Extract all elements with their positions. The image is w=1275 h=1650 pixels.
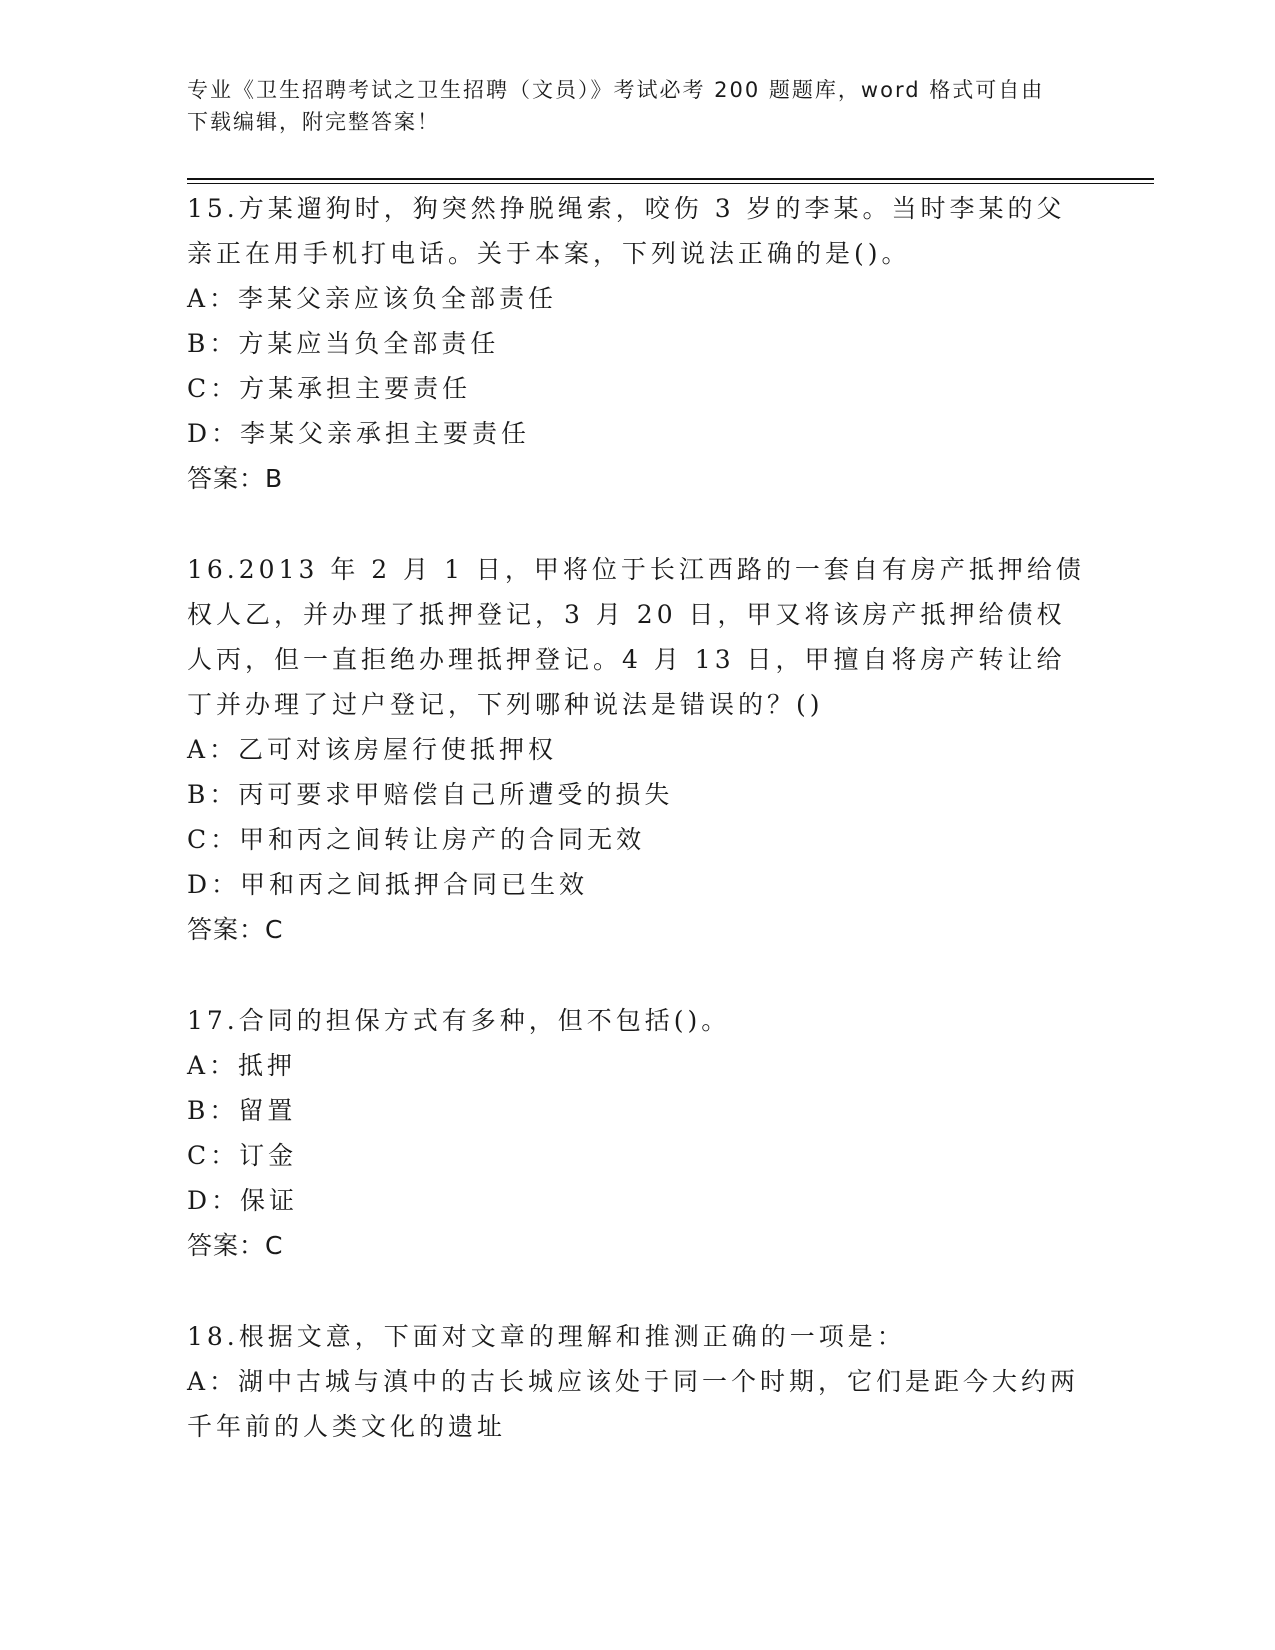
- option-b: B：留置: [187, 1096, 297, 1125]
- option-c: C：订金: [187, 1141, 298, 1170]
- question-18: [187, 1314, 1087, 1449]
- answer: 答案：C: [187, 915, 284, 944]
- question-stem: 15.方某遛狗时，狗突然挣脱绳索，咬伤 3 岁的李某。当时李某的父亲正在用手机打电话。关于本案，下列说法正确的是()。: [187, 194, 1066, 268]
- question-15: [187, 186, 1087, 501]
- option-b: B：丙可要求甲赔偿自己所遭受的损失: [187, 780, 674, 809]
- answer: 答案：B: [187, 464, 284, 493]
- answer: 答案：C: [187, 1231, 284, 1260]
- option-c: C：方某承担主要责任: [187, 374, 472, 403]
- question-stem: 16.2013 年 2 月 1 日，甲将位于长江西路的一套自有房产抵押给债权人乙，并办理了抵押登记，3 月 20 日，甲又将该房产抵押给债权人丙，但一直拒绝办理抵押登记。4 月 13 日，甲擅自将房产转让给丁并办理了过户登记，下列哪种说法是错误的？(): [187, 555, 1085, 719]
- option-d: D：甲和丙之间抵押合同已生效: [187, 870, 589, 899]
- question-17: [187, 998, 1087, 1268]
- option-c: C：甲和丙之间转让房产的合同无效: [187, 825, 646, 854]
- header-divider: [187, 178, 1154, 184]
- question-stem: 17.合同的担保方式有多种，但不包括()。: [187, 1006, 731, 1035]
- question-stem: 18.根据文意，下面对文章的理解和推测正确的一项是：: [187, 1322, 906, 1351]
- option-a: A：抵押: [187, 1051, 297, 1080]
- option-d: D：李某父亲承担主要责任: [187, 419, 531, 448]
- option-a: A：李某父亲应该负全部责任: [187, 284, 558, 313]
- question-16: [187, 547, 1087, 952]
- option-d: D：保证: [187, 1186, 299, 1215]
- document-header: 专业《卫生招聘考试之卫生招聘（文员）》考试必考 200 题题库，word 格式可自由下载编辑，附完整答案！: [187, 78, 1045, 134]
- question-list: [187, 186, 1087, 1495]
- option-a: A：湖中古城与滇中的古长城应该处于同一个时期，它们是距今大约两千年前的人类文化的遗址: [187, 1367, 1080, 1441]
- option-b: B：方某应当负全部责任: [187, 329, 500, 358]
- option-a: A：乙可对该房屋行使抵押权: [187, 735, 558, 764]
